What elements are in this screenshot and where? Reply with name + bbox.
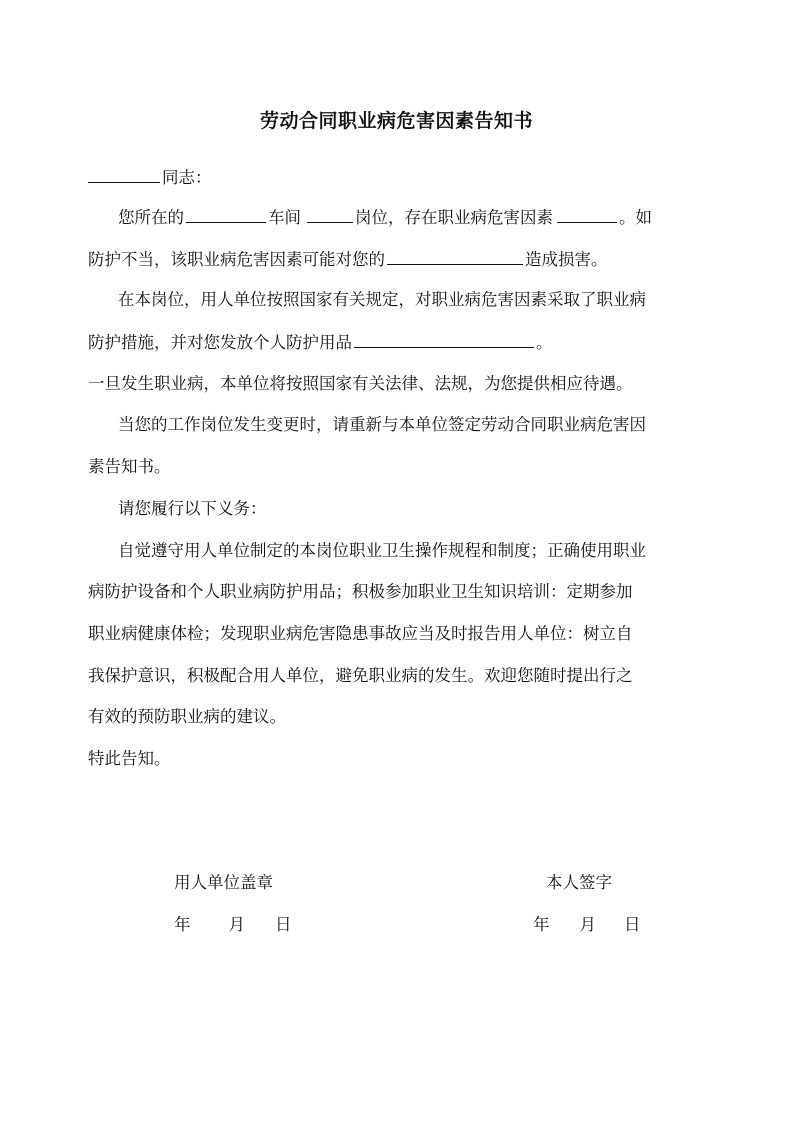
para2-text-1: 在本岗位，用人单位按照国家有关规定，对职业病危害因素采取了职业病 <box>118 290 646 309</box>
para2-line1 <box>88 289 718 311</box>
workshop-blank[interactable] <box>186 206 266 223</box>
closing-text: 特此告知。 <box>88 749 171 768</box>
employer-month: 月 <box>228 915 245 934</box>
hazard-factor-blank[interactable] <box>557 206 617 223</box>
employee-signature-label: 本人签字 <box>546 873 612 892</box>
employer-date <box>174 914 292 936</box>
para6-text-1: 自觉遵守用人单位制定的本岗位职业卫生操作规程和制度；正确使用职业 <box>118 541 646 560</box>
damage-target-blank[interactable] <box>387 248 523 265</box>
para1-text-b: 车间 <box>268 208 301 227</box>
employee-year: 年 <box>533 915 550 934</box>
para1-line1 <box>88 206 718 229</box>
para6-line2 <box>88 581 718 603</box>
para5-text: 请您履行以下义务： <box>118 499 267 518</box>
para1-text-f: 造成损害。 <box>525 250 608 269</box>
employee-date <box>533 914 641 936</box>
para5-line <box>88 498 718 520</box>
para3-line <box>88 373 718 395</box>
employer-day: 日 <box>275 915 292 934</box>
para6-text-4: 我保护意识，积极配合用人单位，避免职业病的发生。欢迎您随时提出行之 <box>88 666 633 685</box>
para2-text-end: 。 <box>536 333 553 352</box>
document-title: 劳动合同职业病危害因素告知书 <box>259 110 533 132</box>
para6-text-3: 职业病健康体检；发现职业病危害隐患事故应当及时报告用人单位：树立自 <box>88 624 633 643</box>
para2-line2 <box>88 331 718 354</box>
para4-line2 <box>88 456 718 478</box>
para6-line3 <box>88 623 718 645</box>
para4-text-1: 当您的工作岗位发生变更时，请重新与本单位签定劳动合同职业病危害因 <box>118 415 646 434</box>
para1-text-d: 。如 <box>619 208 652 227</box>
salutation-suffix: 同志： <box>162 168 212 187</box>
para6-text-2: 病防护设备和个人职业病防护用品；积极参加职业卫生知识培训：定期参加 <box>88 582 633 601</box>
employer-year: 年 <box>174 915 191 934</box>
para6-line5 <box>88 706 718 728</box>
para4-text-2: 素告知书。 <box>88 457 171 476</box>
salutation-line <box>88 166 718 189</box>
para1-text-c: 岗位，存在职业病危害因素 <box>355 208 553 227</box>
closing-line <box>88 748 718 770</box>
post-blank[interactable] <box>307 206 353 223</box>
para3-text: 一旦发生职业病，本单位将按照国家有关法律、法规，为您提供相应待遇。 <box>88 374 633 393</box>
para1-line2 <box>88 248 718 271</box>
para4-line1 <box>88 414 718 436</box>
para1-text-e: 防护不当，该职业病危害因素可能对您的 <box>88 250 385 269</box>
employee-day: 日 <box>624 915 641 934</box>
employee-month: 月 <box>579 915 596 934</box>
para6-line1 <box>88 540 718 562</box>
para2-text-2: 防护措施，并对您发放个人防护用品 <box>88 333 352 352</box>
para1-text-a: 您所在的 <box>118 208 184 227</box>
name-blank[interactable] <box>88 166 160 183</box>
para6-text-5: 有效的预防职业病的建议。 <box>88 707 286 726</box>
protective-equipment-blank[interactable] <box>354 331 534 348</box>
employer-seal-label: 用人单位盖章 <box>174 873 273 892</box>
para6-line4 <box>88 665 718 687</box>
